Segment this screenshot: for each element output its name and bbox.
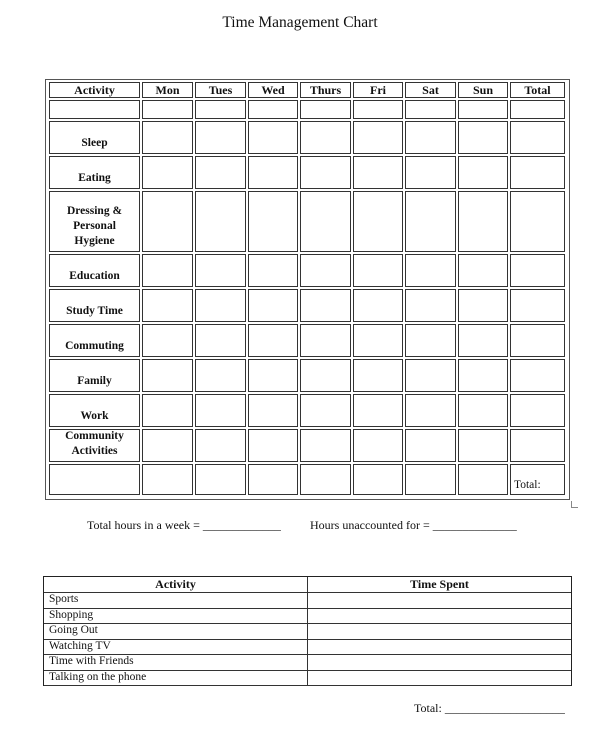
activity-label xyxy=(49,191,140,252)
time-cell xyxy=(142,464,193,495)
time-cell xyxy=(248,464,298,495)
time-cell xyxy=(142,394,193,427)
time-cell xyxy=(142,191,193,252)
time-cell xyxy=(405,254,456,287)
time-cell xyxy=(353,289,403,322)
activity-label-line: Community xyxy=(65,430,124,442)
time-cell xyxy=(458,429,508,462)
header-activity: Activity xyxy=(49,82,140,98)
header-total: Total xyxy=(510,82,565,98)
time-cell xyxy=(405,324,456,357)
time-cell xyxy=(195,100,246,119)
time-cell xyxy=(300,324,351,357)
time-cell xyxy=(458,254,508,287)
activity-label-line: Sleep xyxy=(81,137,108,149)
time-cell xyxy=(142,156,193,189)
time-spent-table xyxy=(43,576,572,686)
header-wed: Wed xyxy=(248,82,298,98)
header-fri: Fri xyxy=(353,82,403,98)
time-cell xyxy=(405,429,456,462)
weekly-time-chart xyxy=(45,79,570,500)
time-cell xyxy=(248,429,298,462)
activity-item: Going Out xyxy=(49,624,98,636)
header-sat: Sat xyxy=(405,82,456,98)
time-cell xyxy=(458,324,508,357)
activity-label-line: Activities xyxy=(71,445,118,457)
time-cell xyxy=(300,156,351,189)
time-cell xyxy=(458,289,508,322)
activity-label-line: Study Time xyxy=(66,305,123,317)
row-divider xyxy=(44,592,571,593)
time-cell xyxy=(195,464,246,495)
time-cell xyxy=(458,121,508,154)
time-cell xyxy=(510,359,565,392)
activity-label-line: Eating xyxy=(78,172,111,184)
activity-label xyxy=(49,156,140,189)
activity-label-line: Dressing & xyxy=(66,205,123,217)
time-cell xyxy=(353,359,403,392)
time-cell xyxy=(142,359,193,392)
time-cell xyxy=(195,289,246,322)
activity-label xyxy=(49,464,140,495)
time-cell xyxy=(248,156,298,189)
activity-header: Activity xyxy=(155,577,196,591)
time-cell xyxy=(510,156,565,189)
time-cell xyxy=(510,429,565,462)
page-title: Time Management Chart xyxy=(222,14,378,31)
activity-label-line: Education xyxy=(69,270,120,282)
time-cell xyxy=(195,254,246,287)
time-cell xyxy=(353,429,403,462)
time-spent-header: Time Spent xyxy=(410,577,469,591)
time-cell xyxy=(510,324,565,357)
activity-label xyxy=(49,324,140,357)
time-cell xyxy=(458,156,508,189)
time-cell xyxy=(195,191,246,252)
time-cell xyxy=(248,121,298,154)
header-thurs: Thurs xyxy=(300,82,351,98)
time-cell xyxy=(300,359,351,392)
time-cell xyxy=(405,191,456,252)
activity-label xyxy=(49,121,140,154)
activity-item: Sports xyxy=(49,593,79,605)
time-cell xyxy=(353,324,403,357)
time-cell xyxy=(300,429,351,462)
grand-total-label: Total: xyxy=(510,464,565,495)
time-cell xyxy=(510,191,565,252)
time-cell xyxy=(510,394,565,427)
time-cell xyxy=(353,464,403,495)
row-divider xyxy=(44,639,571,640)
activity-label xyxy=(49,359,140,392)
activity-label xyxy=(49,394,140,427)
time-cell xyxy=(353,156,403,189)
corner-mark xyxy=(571,501,578,508)
time-cell xyxy=(405,100,456,119)
time-cell xyxy=(248,289,298,322)
time-cell xyxy=(510,289,565,322)
row-divider xyxy=(44,685,571,686)
time-cell xyxy=(142,254,193,287)
time-cell xyxy=(405,289,456,322)
activity-label xyxy=(49,289,140,322)
total-hours-line: Total hours in a week = _____________ xyxy=(87,518,281,532)
activity-label-line: Hygiene xyxy=(74,235,115,247)
time-cell xyxy=(248,394,298,427)
activity-label-line: Commuting xyxy=(65,340,124,352)
time-cell xyxy=(405,359,456,392)
time-cell xyxy=(195,121,246,154)
row-divider xyxy=(44,623,571,624)
time-cell xyxy=(300,394,351,427)
time-cell xyxy=(300,464,351,495)
time-cell xyxy=(195,394,246,427)
time-cell xyxy=(458,100,508,119)
time-cell xyxy=(300,289,351,322)
time-cell xyxy=(248,100,298,119)
time-cell xyxy=(405,121,456,154)
time-cell xyxy=(458,394,508,427)
header-tues: Tues xyxy=(195,82,246,98)
time-cell xyxy=(458,464,508,495)
time-cell xyxy=(353,121,403,154)
time-cell xyxy=(510,100,565,119)
time-cell xyxy=(142,324,193,357)
time-cell xyxy=(353,394,403,427)
time-cell xyxy=(405,394,456,427)
activity-label xyxy=(49,429,140,462)
time-cell xyxy=(248,324,298,357)
time-cell xyxy=(142,429,193,462)
activity-item: Time with Friends xyxy=(49,655,134,667)
time-cell xyxy=(195,156,246,189)
time-cell xyxy=(458,191,508,252)
time-cell xyxy=(142,100,193,119)
time-cell xyxy=(248,359,298,392)
time-cell xyxy=(248,191,298,252)
activity-label-line: Family xyxy=(77,375,112,387)
time-cell xyxy=(142,121,193,154)
activity-label xyxy=(49,254,140,287)
time-cell xyxy=(195,359,246,392)
time-cell xyxy=(248,254,298,287)
activity-item: Talking on the phone xyxy=(49,670,147,683)
time-cell xyxy=(353,254,403,287)
time-cell xyxy=(510,121,565,154)
time-cell xyxy=(300,191,351,252)
bottom-total-line: Total: ____________________ xyxy=(414,701,565,715)
time-cell xyxy=(195,429,246,462)
time-cell xyxy=(510,254,565,287)
time-cell xyxy=(142,289,193,322)
time-cell xyxy=(195,324,246,357)
activity-item: Shopping xyxy=(49,608,94,621)
header-sun: Sun xyxy=(458,82,508,98)
time-cell xyxy=(300,254,351,287)
time-cell xyxy=(353,191,403,252)
time-cell xyxy=(353,100,403,119)
time-cell xyxy=(405,464,456,495)
time-cell xyxy=(405,156,456,189)
activity-label-line: Work xyxy=(80,410,109,422)
row-divider xyxy=(44,608,571,609)
time-cell xyxy=(300,121,351,154)
time-cell xyxy=(458,359,508,392)
time-cell xyxy=(300,100,351,119)
hours-unaccounted-line: Hours unaccounted for = ______________ xyxy=(310,518,517,532)
header-mon: Mon xyxy=(142,82,193,98)
activity-label xyxy=(49,100,140,119)
activity-label-line: Personal xyxy=(73,220,116,232)
activity-item: Watching TV xyxy=(49,639,111,652)
